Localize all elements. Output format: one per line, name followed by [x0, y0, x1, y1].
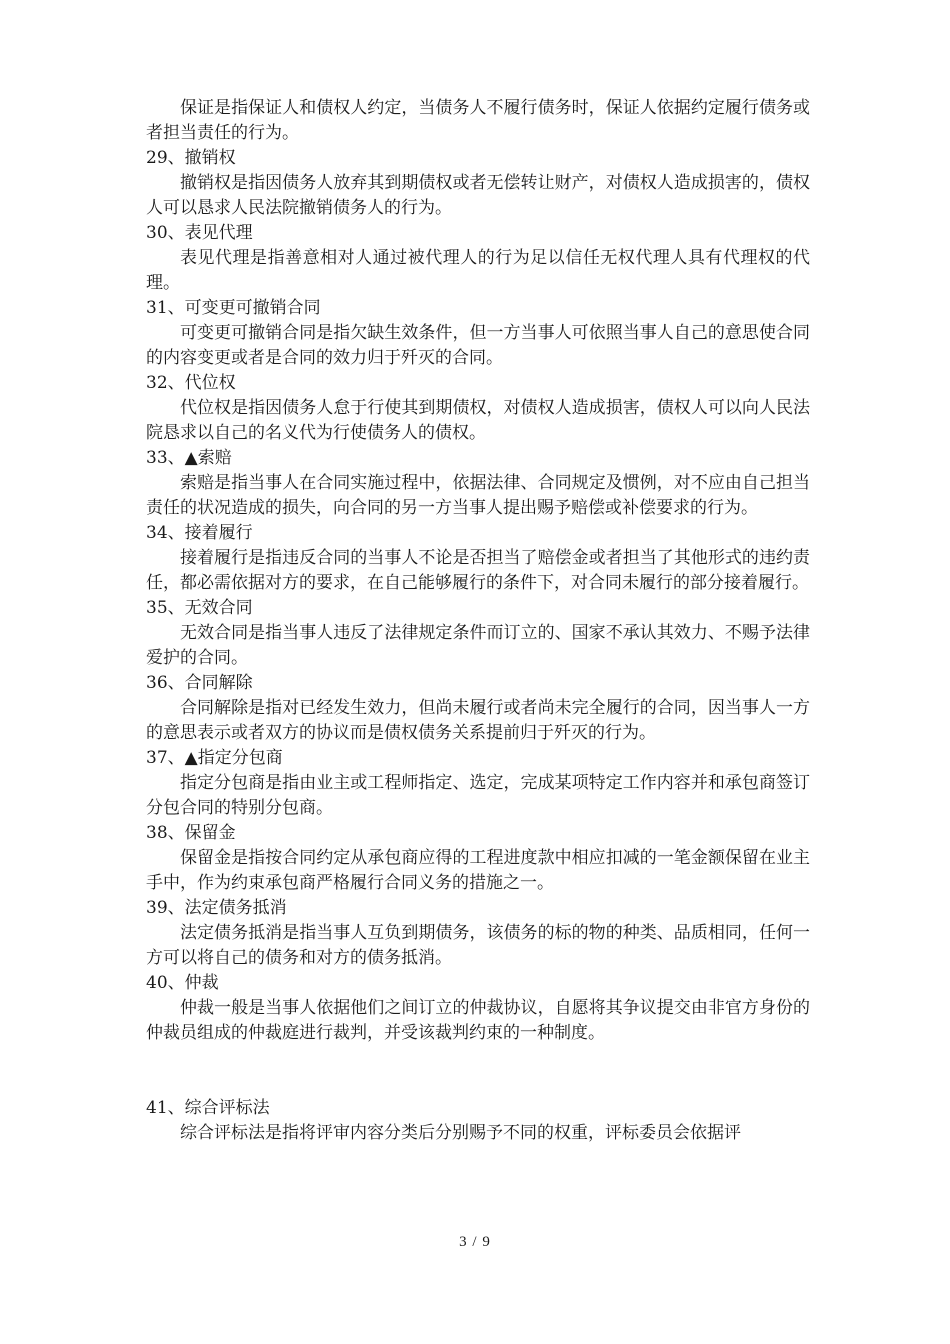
term-entry	[146, 821, 810, 896]
term-entry	[146, 296, 810, 371]
term-definition: 法定债务抵消是指当事人互负到期债务，该债务的标的物的种类、品质相同，任何一方可以将自己的债务和对方的债务抵消。	[146, 923, 810, 968]
term-entry	[146, 671, 810, 746]
term-entry	[146, 596, 810, 671]
term-entry	[146, 746, 810, 821]
term-heading: 32、代位权	[146, 373, 236, 393]
term-definition: 表见代理是指善意相对人通过被代理人的行为足以信任无权代理人具有代理权的代理。	[146, 248, 810, 293]
term-heading: 35、无效合同	[146, 598, 253, 618]
term-entry	[146, 896, 810, 971]
term-entry	[146, 971, 810, 1046]
term-definition: 综合评标法是指将评审内容分类后分别赐予不同的权重，评标委员会依据评	[180, 1123, 741, 1143]
intro-paragraph: 保证是指保证人和债权人约定，当债务人不履行债务时，保证人依据约定履行债务或者担当责任的行为。	[146, 98, 810, 143]
term-heading: 31、可变更可撤销合同	[146, 298, 321, 318]
term-entry	[146, 371, 810, 446]
term-heading: 36、合同解除	[146, 673, 253, 693]
term-heading: 34、接着履行	[146, 523, 253, 543]
term-definition: 仲裁一般是当事人依据他们之间订立的仲裁协议，自愿将其争议提交由非官方身份的仲裁员组成的仲裁庭进行裁判，并受该裁判约束的一种制度。	[146, 998, 810, 1043]
term-heading: 37、▲指定分包商	[146, 748, 283, 768]
term-heading: 41、综合评标法	[146, 1098, 270, 1118]
term-definition: 接着履行是指违反合同的当事人不论是否担当了赔偿金或者担当了其他形式的违约责任，都必需依据对方的要求，在自己能够履行的条件下，对合同未履行的部分接着履行。	[146, 548, 810, 593]
term-heading: 39、法定债务抵消	[146, 898, 287, 918]
term-definition: 索赔是指当事人在合同实施过程中，依据法律、合同规定及惯例，对不应由自己担当责任的状况造成的损失，向合同的另一方当事人提出赐予赔偿或补偿要求的行为。	[146, 473, 810, 518]
term-heading: 38、保留金	[146, 823, 236, 843]
term-heading: 33、▲索赔	[146, 448, 232, 468]
term-heading: 40、仲裁	[146, 973, 219, 993]
term-heading: 29、撤销权	[146, 148, 236, 168]
term-heading: 30、表见代理	[146, 223, 253, 243]
term-entry	[146, 521, 810, 596]
term-definition: 可变更可撤销合同是指欠缺生效条件，但一方当事人可依照当事人自己的意思使合同的内容变更或者是合同的效力归于歼灭的合同。	[146, 323, 810, 368]
term-entry	[146, 146, 810, 221]
term-definition: 无效合同是指当事人违反了法律规定条件而订立的、国家不承认其效力、不赐予法律爱护的合同。	[146, 623, 810, 668]
term-entry	[146, 1096, 810, 1146]
term-entry	[146, 221, 810, 296]
term-entry	[146, 446, 810, 521]
term-definition: 指定分包商是指由业主或工程师指定、选定，完成某项特定工作内容并和承包商签订分包合同的特别分包商。	[146, 773, 810, 818]
page-content	[146, 96, 810, 1146]
term-definition: 代位权是指因债务人怠于行使其到期债权，对债权人造成损害，债权人可以向人民法院恳求以自己的名义代为行使债务人的债权。	[146, 398, 810, 443]
page-number: 3 / 9	[459, 1234, 491, 1250]
term-definition: 撤销权是指因债务人放弃其到期债权或者无偿转让财产，对债权人造成损害的，债权人可以恳求人民法院撤销债务人的行为。	[146, 173, 810, 218]
term-definition: 合同解除是指对已经发生效力，但尚未履行或者尚未完全履行的合同，因当事人一方的意思表示或者双方的协议而是债权债务关系提前归于歼灭的行为。	[146, 698, 810, 743]
term-definition: 保留金是指按合同约定从承包商应得的工程进度款中相应扣减的一笔金额保留在业主手中，作为约束承包商严格履行合同义务的措施之一。	[146, 848, 810, 893]
section-gap	[146, 1046, 810, 1096]
